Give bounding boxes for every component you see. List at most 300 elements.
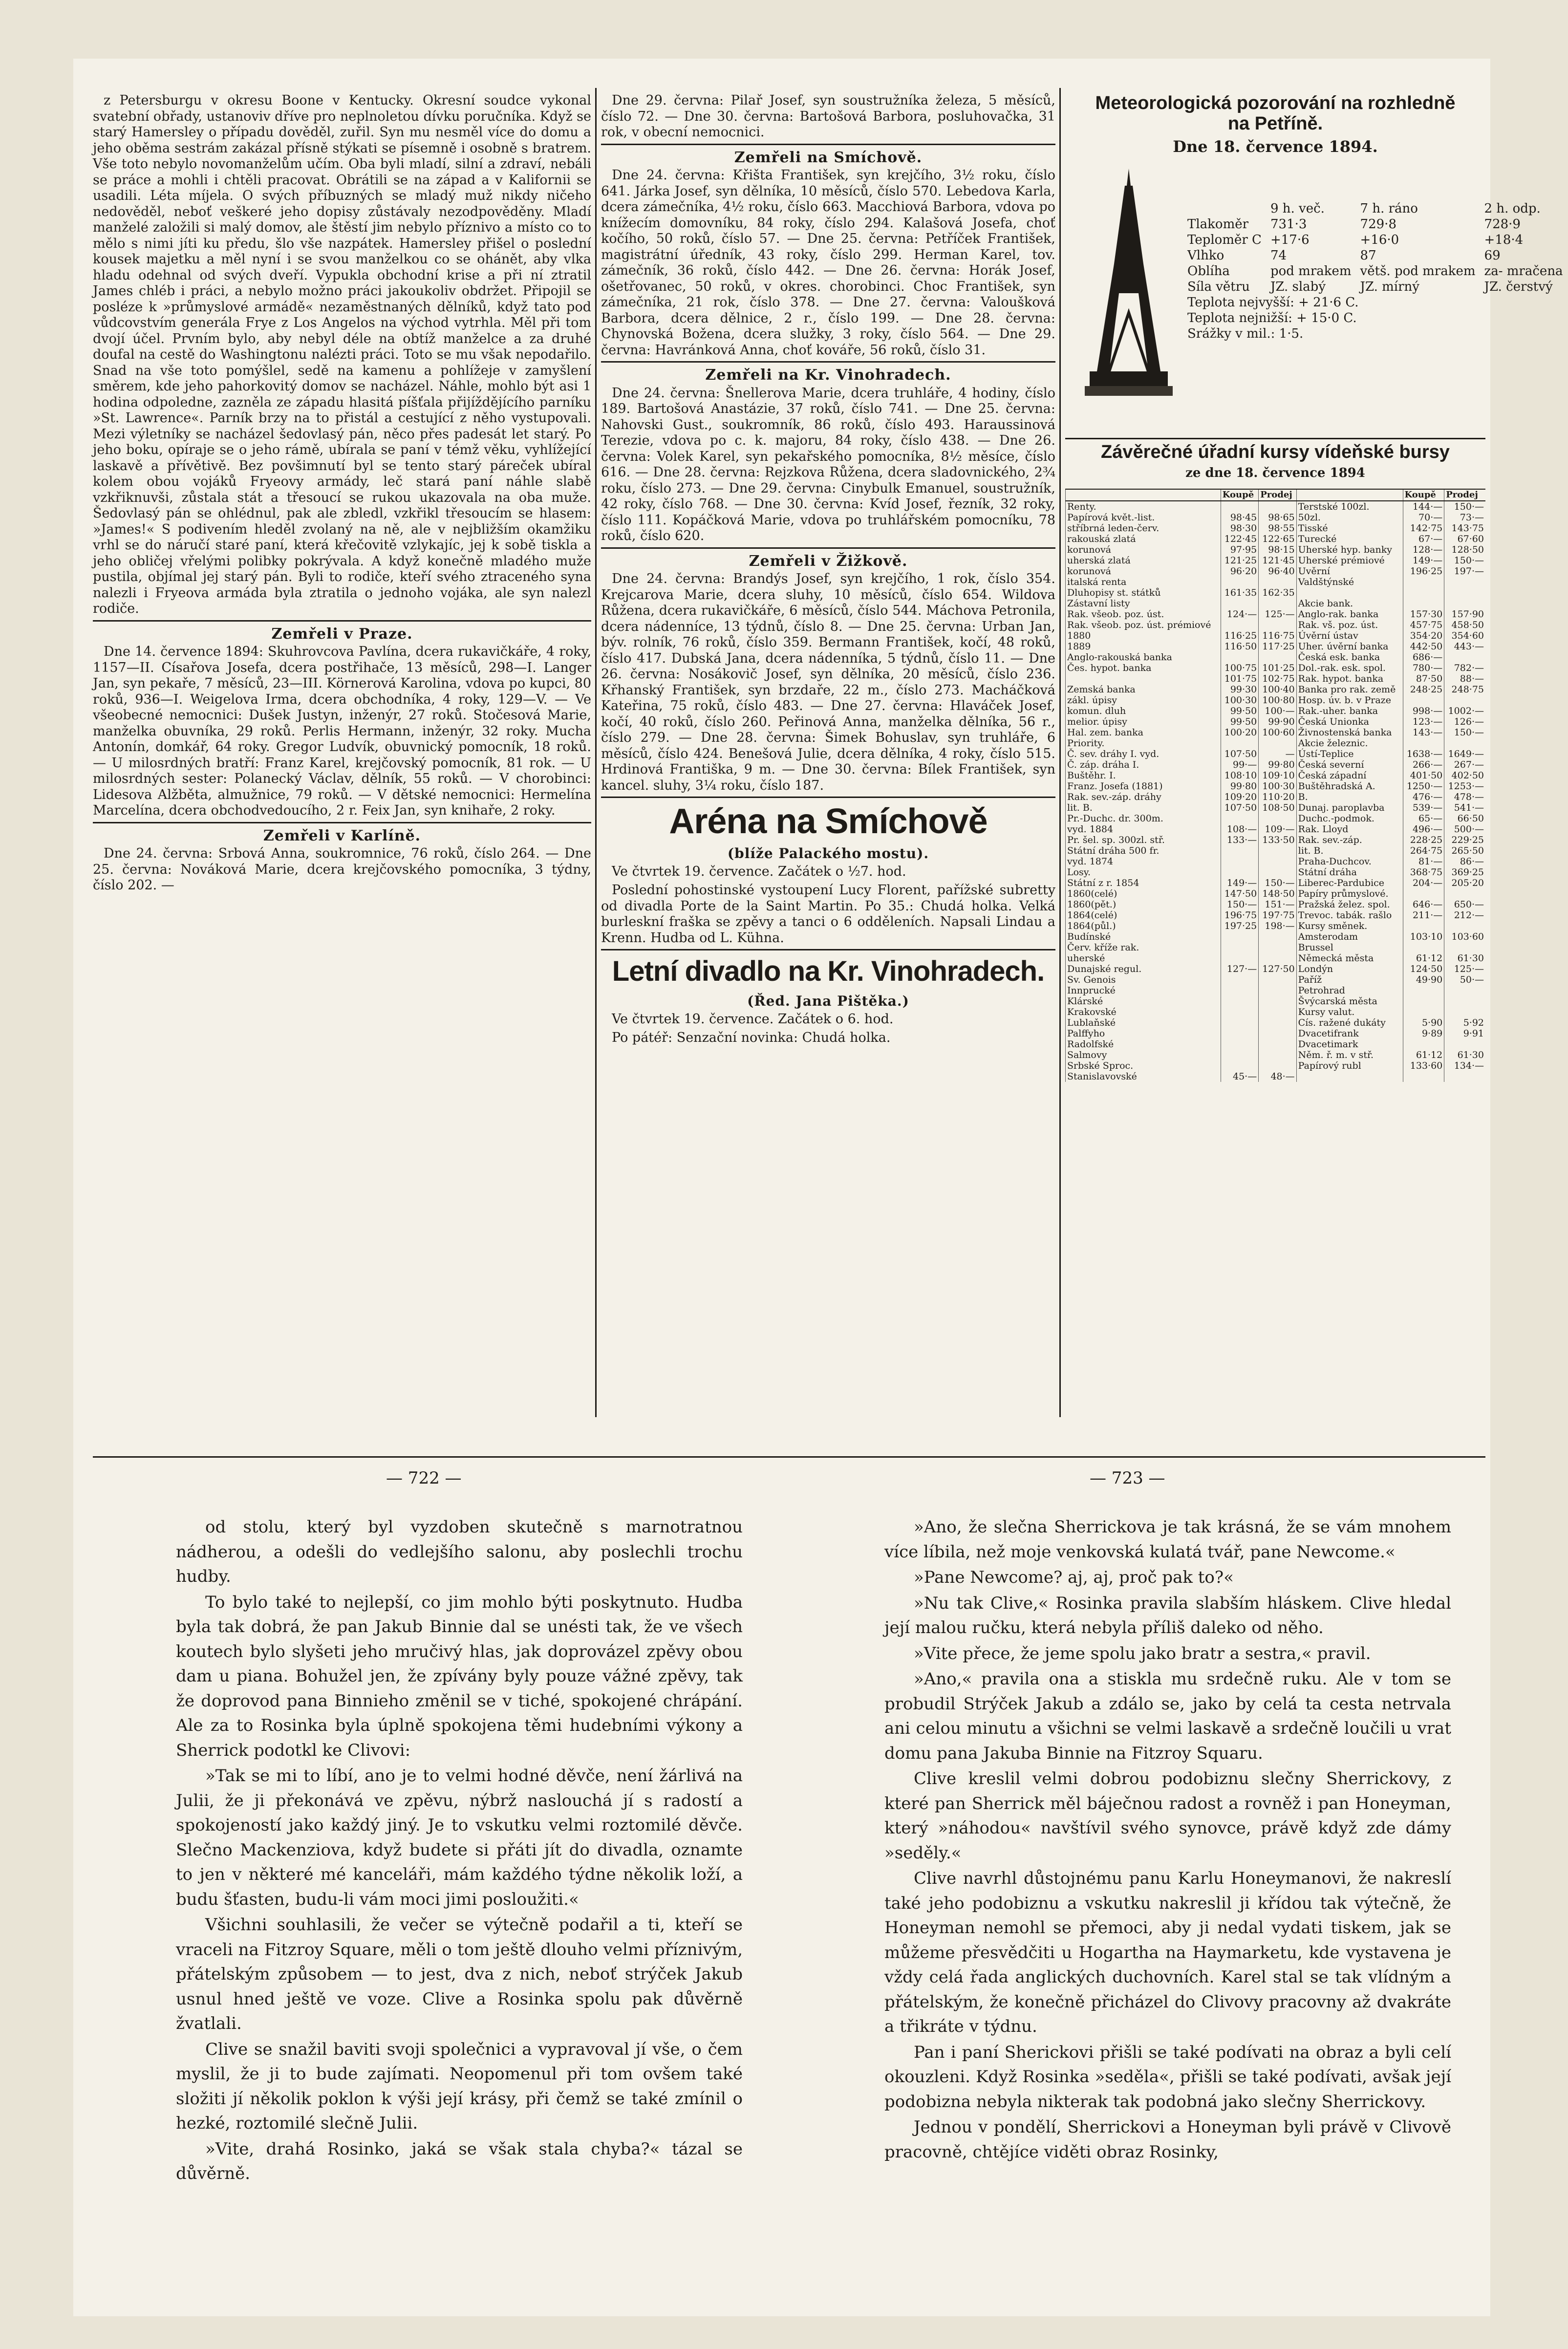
stock-value: 108·— — [1221, 824, 1258, 835]
table-row — [1066, 501, 1486, 512]
stock-value — [1221, 867, 1258, 878]
stock-value: 5·92 — [1444, 1017, 1485, 1028]
stock-value: 122·45 — [1221, 534, 1258, 544]
stock-value — [1221, 974, 1258, 985]
divider — [601, 144, 1055, 145]
stock-value: 197·25 — [1221, 921, 1258, 931]
stock-value: 161·35 — [1221, 587, 1258, 598]
stock-name: Rak. všeob. poz. úst. — [1066, 609, 1221, 620]
stock-value: 61·30 — [1444, 1050, 1485, 1060]
meteo-col-header: 2 h. odp. — [1484, 201, 1541, 216]
table-row — [1066, 792, 1486, 802]
table-row — [1066, 577, 1486, 587]
stock-name: stříbrná leden-červ. — [1066, 523, 1221, 534]
stock-name: Papíry průmyslové. — [1296, 888, 1403, 899]
stock-value: 354·60 — [1444, 630, 1485, 641]
meteo-value: 87 — [1360, 248, 1376, 263]
table-row — [1066, 706, 1486, 716]
stock-name: Franz. Josefa (1881) — [1066, 781, 1221, 792]
stock-value: 780·— — [1403, 663, 1444, 673]
stock-value: 103·10 — [1403, 931, 1444, 942]
stock-name: lit. B. — [1296, 845, 1403, 856]
stock-name: Turecké — [1296, 534, 1403, 544]
stock-name: Rak. Lloyd — [1296, 824, 1403, 835]
stock-value: 686·— — [1403, 652, 1444, 663]
stock-name: Anglo-rak. banka — [1296, 609, 1403, 620]
table-row — [1066, 910, 1486, 921]
stock-value — [1221, 577, 1258, 587]
stock-value — [1221, 652, 1258, 663]
stock-value: 541·— — [1444, 802, 1485, 813]
stock-value: 150·— — [1259, 878, 1296, 888]
stock-name: Tisské — [1296, 523, 1403, 534]
story-paragraph: »Vite přece, že jeme spolu jako bratr a sestra,« pravil. — [914, 1643, 1371, 1663]
table-row — [1066, 899, 1486, 910]
meteo-extra: Teplota nejvyšší: + 21·6 C. — [1187, 295, 1359, 310]
stock-value — [1259, 738, 1296, 749]
stock-name: Valdštýnské — [1296, 577, 1403, 587]
stock-value: 127·— — [1221, 964, 1258, 974]
table-row — [1066, 867, 1486, 878]
stock-value: 73·— — [1444, 512, 1485, 523]
table-row — [1066, 1028, 1486, 1039]
stock-name: Uher. úvěrní banka — [1296, 641, 1403, 652]
stock-name: Kursy směnek. — [1296, 921, 1403, 931]
stock-name: Švýcarská města — [1296, 996, 1403, 1007]
stock-value: 248·25 — [1403, 684, 1444, 695]
stock-value: 99·— — [1221, 759, 1258, 770]
stock-value: 148·50 — [1259, 888, 1296, 899]
stock-name: Rak. sev.-záp. — [1296, 835, 1403, 845]
table-row — [1066, 964, 1486, 974]
stock-value — [1221, 501, 1258, 512]
stock-value — [1403, 942, 1444, 953]
stock-value: 65·— — [1403, 813, 1444, 824]
letni-subtitle: (Řed. Jana Pištěka.) — [747, 993, 909, 1009]
stock-value: 458·50 — [1444, 620, 1485, 630]
stock-name: Srbské Sproc. — [1066, 1060, 1221, 1071]
stock-value — [1444, 652, 1485, 663]
meteo-col-header: 9 h. več. — [1270, 201, 1325, 216]
stock-name: Čes. hypot. banka — [1066, 663, 1221, 673]
stock-name: Terstské 100zl. — [1296, 501, 1403, 512]
stock-name: Papírová květ.-list. — [1066, 512, 1221, 523]
stock-name: Dvacetimark — [1296, 1039, 1403, 1050]
stock-value — [1259, 1039, 1296, 1050]
stock-name: Buštěhr. I. — [1066, 770, 1221, 781]
table-row — [1066, 759, 1486, 770]
letni-title: Letní divadlo na Kr. Vinohradech. — [612, 955, 1045, 987]
stock-name: Budínské — [1066, 931, 1221, 942]
stock-value: 96·20 — [1221, 566, 1258, 577]
stock-value: 196·75 — [1221, 910, 1258, 921]
stock-name: Pr. šel. sp. 300zl. stř. — [1066, 835, 1221, 845]
stock-name: Buštěhradská A. — [1296, 781, 1403, 792]
stock-value: 134·— — [1444, 1060, 1485, 1071]
section-text: Dne 24. června: Brandýs Josef, syn krejčího, 1 rok, číslo 354. Krejcarova Marie, dcera sluhy, 10 měsíců, číslo 654. Wildova Růžena, dcera rukavičkáře, 6 měsíců, číslo 544. Máchova Petronila, dcera nádenníce, 13 týdnů, číslo 8. — Dne 25. června: Urban Jan, býv. rolník, 76 roků, číslo 359. Bermann František, kočí, 48 roků, číslo 417. Dubská Jana, dcera nádenníka, 5 týdnů, číslo 11. — Dne 26. června: Nosákovič Josef, syn dělníka, 20 měsíců, číslo 236. Křhanský František, syn brzdaře, 22 m., číslo 273. Macháčková Kateřina, 75 roků, číslo 483. — Dne 27. června: Hlaváček Josef, kočí, 40 roků, číslo 260. Peřinová Anna, manželka dělníka, 56 r., číslo 279. — Dne 28. června: Šimek Bohuslav, syn truhláře, 6 měsíců, číslo 424. Benešová Julie, dcera dělníka, 4 roky, číslo 515. Hrdinová Františka, 9 m. — Dne 30. června: Bílek František, syn kancel. sluhy, 3¼ roku, číslo 187. — [601, 571, 1055, 793]
stock-value — [1221, 953, 1258, 964]
stock-name: Něm. ř. m. v stř. — [1296, 1050, 1403, 1060]
stock-value — [1221, 1017, 1258, 1028]
stock-value — [1259, 1050, 1296, 1060]
stock-value — [1444, 695, 1485, 706]
stock-value: 476·— — [1403, 792, 1444, 802]
stock-value: 100·60 — [1259, 727, 1296, 738]
table-row — [1066, 566, 1486, 577]
table-row — [1066, 953, 1486, 964]
stock-value — [1259, 856, 1296, 867]
stock-value: 142·75 — [1403, 523, 1444, 534]
stock-name: korunová — [1066, 544, 1221, 555]
stock-value: 265·50 — [1444, 845, 1485, 856]
meteo-value: větš. pod mrakem — [1360, 264, 1476, 279]
stock-value: 150·— — [1444, 555, 1485, 566]
newspaper-sheet — [73, 59, 1563, 2316]
stock-value: 103·60 — [1444, 931, 1485, 942]
stock-value: 228·25 — [1403, 835, 1444, 845]
stock-value: 49·90 — [1403, 974, 1444, 985]
stock-name: Liberec-Pardubice — [1296, 878, 1403, 888]
table-row — [1066, 813, 1486, 824]
petrin-tower-icon — [1080, 166, 1178, 401]
stock-value — [1221, 942, 1258, 953]
stock-name — [1296, 587, 1403, 598]
stock-value: 402·50 — [1444, 770, 1485, 781]
stock-name: 1880 — [1066, 630, 1221, 641]
stock-name: Salmovy — [1066, 1050, 1221, 1060]
stock-value: 157·90 — [1444, 609, 1485, 620]
stock-name: Innprucké — [1066, 985, 1221, 996]
stock-value — [1259, 867, 1296, 878]
stock-value — [1259, 577, 1296, 587]
stock-name: Zástavní listy — [1066, 598, 1221, 609]
stock-name: Uvěrní — [1296, 566, 1403, 577]
stock-col-header: Koupě — [1221, 489, 1258, 501]
stock-value — [1221, 1028, 1258, 1039]
stock-value: 88·— — [1444, 673, 1485, 684]
stock-name: komun. dluh — [1066, 706, 1221, 716]
stock-value — [1221, 598, 1258, 609]
table-row — [1066, 996, 1486, 1007]
stock-value: 457·75 — [1403, 620, 1444, 630]
meteo-value: JZ. mírný — [1360, 280, 1419, 294]
stock-value: 100·75 — [1221, 663, 1258, 673]
stock-value — [1403, 888, 1444, 899]
stock-name: Akcie bank. — [1296, 598, 1403, 609]
stock-value: 100·40 — [1259, 684, 1296, 695]
table-row — [1066, 781, 1486, 792]
table-row — [1066, 1007, 1486, 1017]
letni-date: Ve čtvrtek 19. července. Začátek o 6. hod. — [612, 1011, 894, 1027]
stock-value: 248·75 — [1444, 684, 1485, 695]
stock-value: 143·75 — [1444, 523, 1485, 534]
stock-name: Dluhopisy st. státků — [1066, 587, 1221, 598]
stock-value: 1253·— — [1444, 781, 1485, 792]
stock-name: vyd. 1884 — [1066, 824, 1221, 835]
stock-name: Rak. hypot. banka — [1296, 673, 1403, 684]
stock-value: 539·— — [1403, 802, 1444, 813]
stock-value: 86·— — [1444, 856, 1485, 867]
story-paragraph: »Ano, že slečna Sherrickova je tak krásná, že se vám mnohem více líbila, než moje venkovská kulatá tvář, pane Newcome.« — [884, 1517, 1451, 1562]
stock-value — [1221, 931, 1258, 942]
story-right-column — [884, 1515, 1451, 2165]
stock-value — [1444, 738, 1485, 749]
meteo-extra: Teplota nejnižší: + 15·0 C. — [1187, 311, 1357, 325]
stock-value — [1403, 598, 1444, 609]
stock-value: 100·30 — [1259, 781, 1296, 792]
stock-value — [1221, 856, 1258, 867]
stock-name: Státní z r. 1854 — [1066, 878, 1221, 888]
column-rule — [1059, 88, 1061, 1417]
table-row — [1066, 512, 1486, 523]
stock-value: 1250·— — [1403, 781, 1444, 792]
stock-value: 98·30 — [1221, 523, 1258, 534]
table-row — [1066, 802, 1486, 813]
meteo-value: 74 — [1270, 248, 1287, 263]
stock-value: 61·12 — [1403, 1050, 1444, 1060]
stock-value: 98·55 — [1259, 523, 1296, 534]
stock-value: 443·— — [1444, 641, 1485, 652]
story-paragraph: »Pane Newcome? aj, aj, proč pak to?« — [914, 1568, 1234, 1587]
stock-value: 102·75 — [1259, 673, 1296, 684]
column-middle — [601, 93, 1055, 1049]
table-row — [1066, 974, 1486, 985]
section-heading: Zemřeli v Praze. — [271, 625, 413, 643]
stock-value — [1259, 1060, 1296, 1071]
stock-value: 98·65 — [1259, 512, 1296, 523]
stock-name: rakouská zlatá — [1066, 534, 1221, 544]
stock-value — [1259, 1007, 1296, 1017]
table-row — [1066, 835, 1486, 845]
stock-value: 442·50 — [1403, 641, 1444, 652]
stock-value — [1403, 587, 1444, 598]
stock-name: Petrohrad — [1296, 985, 1403, 996]
story-left-column — [176, 1515, 743, 2187]
stock-name: Rak. všeob. poz. úst. prémiové — [1066, 620, 1221, 630]
stock-col-header — [1296, 489, 1403, 501]
meteo-value: +16·0 — [1360, 233, 1399, 247]
stock-table — [1065, 489, 1485, 1082]
story-paragraph: od stolu, který byl vyzdoben skutečně s marnotratnou nádherou, a odešli do vedlejšího salonu, aby poslechli trochu hudby. — [176, 1517, 743, 1586]
stock-value: 124·— — [1221, 609, 1258, 620]
section-text: Dne 24. června: Srbová Anna, soukromnice, 76 roků, číslo 264. — Dne 25. června: Nováková Marie, dcera krejčovského pomocníka, 3 týdny, číslo 202. — — [93, 846, 591, 893]
stock-value: 151·— — [1259, 899, 1296, 910]
stock-value: 97·95 — [1221, 544, 1258, 555]
stock-value: 96·40 — [1259, 566, 1296, 577]
stock-value: 123·— — [1403, 716, 1444, 727]
stock-name: uherské — [1066, 953, 1221, 964]
stock-value — [1403, 996, 1444, 1007]
stock-name: Rak. sev.-záp. dráhy — [1066, 792, 1221, 802]
stock-name: Úvěrní ústav — [1296, 630, 1403, 641]
stock-name: vyd. 1874 — [1066, 856, 1221, 867]
stock-value: 121·25 — [1221, 555, 1258, 566]
section-text: Dne 14. července 1894: Skuhrovcova Pavlína, dcera rukavičkáře, 4 roky, 1157—II. Císařova Josefa, dcera postřihače, 13 měsíců, 298—I. Langer Jan, syn pekaře, 7 měsíců, 23—III. Körnerová Karolina, vdova po kupci, 80 roků, 936—I. Weigelova Irma, dcera obchodníka, 4 roky, 129—V. — Ve všeobecné nemocnici: Dušek Justyn, inženýr, 27 roků. Stočesová Marie, manželka obuvníka, 29 roků. Perlis Hermann, inženýr, 32 roky. Mucha Antonín, domkář, 64 roky. Gregor Ludvík, obuvnický pomocník, 18 roků. — U milosrdných bratří: Franz Karel, krejčovský pomocník, 81 rok. — U milosrdných sester: Polanecký Václav, dělník, 55 roků. — V chorobinci: Lidesova Alžběta, almužnice, 79 roků. — V dětské nemocnici: Hermelína Marcelína, dcera obchodvedoucího, 2 r. Feix Jan, syn knihaře, 2 roky. — [93, 644, 591, 818]
stock-value: 61·12 — [1403, 953, 1444, 964]
stock-value: 107·50 — [1221, 749, 1258, 759]
page-number-right: — 723 — — [1090, 1468, 1165, 1488]
table-row — [1066, 749, 1486, 759]
meteo-title-1: Meteorologická pozorování na rozhledně — [1095, 93, 1456, 113]
stock-value — [1444, 942, 1485, 953]
section-heading: Zemřeli v Karlíně. — [263, 827, 421, 844]
stock-value: 133·— — [1221, 835, 1258, 845]
stock-value — [1221, 845, 1258, 856]
divider — [601, 547, 1055, 549]
stock-name: Brussel — [1296, 942, 1403, 953]
stock-value: 109·10 — [1259, 770, 1296, 781]
stock-value: 100·30 — [1221, 695, 1258, 706]
stock-name: B. — [1296, 792, 1403, 802]
divider — [601, 361, 1055, 363]
story-paragraph: Clive se snažil baviti svoji společnici a vypravoval jí vše, o čem myslil, že ji to bude zajímati. Neopomenul při tom ovšem také složiti jí několik poklon k výši její krásy, při čemž se také zmínil o hezké, roztomilé slečně Julii. — [176, 2039, 743, 2133]
stock-name: Krakovské — [1066, 1007, 1221, 1017]
arena-subtitle: (blíže Palackého mostu). — [727, 845, 929, 862]
stock-value: 108·50 — [1259, 802, 1296, 813]
stock-value: 101·75 — [1221, 673, 1258, 684]
stock-name: Klárské — [1066, 996, 1221, 1007]
stock-value: 401·50 — [1403, 770, 1444, 781]
stock-value — [1403, 921, 1444, 931]
stock-value: 121·45 — [1259, 555, 1296, 566]
stock-value: 205·20 — [1444, 878, 1485, 888]
stock-value — [1403, 1039, 1444, 1050]
stock-value: 143·— — [1403, 727, 1444, 738]
stock-name: Rak.-uher. banka — [1296, 706, 1403, 716]
stock-name: Cís. ražené dukáty — [1296, 1017, 1403, 1028]
stock-name: Pražská želez. spol. — [1296, 899, 1403, 910]
meteo-value: 729·8 — [1360, 217, 1396, 232]
table-row — [1066, 598, 1486, 609]
meteo-date: Dne 18. července 1894. — [1173, 137, 1378, 156]
stock-value — [1221, 813, 1258, 824]
stock-value: 99·30 — [1221, 684, 1258, 695]
story-paragraph: Clive kreslil velmi dobrou podobiznu slečny Sherrickovy, z které pan Sherrick měl báječnou radost a rovněž i pan Honeyman, který »náhodou« navštívil svého synovce, právě když zde dámy »seděly.« — [884, 1769, 1451, 1863]
stock-value: 100·— — [1259, 706, 1296, 716]
stock-value: 196·25 — [1403, 566, 1444, 577]
stock-value — [1259, 931, 1296, 942]
stock-name: Dunaj. paroplavba — [1296, 802, 1403, 813]
stock-name: 1860(pět.) — [1066, 899, 1221, 910]
stock-value — [1259, 620, 1296, 630]
meteo-title-2: na Petříně. — [1227, 113, 1323, 134]
meteo-table — [1182, 200, 1568, 342]
stock-name: Uherské hyp. banky — [1296, 544, 1403, 555]
divider — [601, 797, 1055, 798]
stock-value: 116·75 — [1259, 630, 1296, 641]
section-text: Dne 29. června: Pilař Josef, syn soustružníka železa, 5 měsíců, číslo 72. — Dne 30. června: Bartošová Barbora, posluhovačka, 31 rok, v obecní nemocnici. — [601, 93, 1055, 140]
stock-name: Hosp. úv. b. v Praze — [1296, 695, 1403, 706]
stock-value: 66·50 — [1444, 813, 1485, 824]
meteo-col-header: 7 h. ráno — [1360, 201, 1418, 216]
story-paragraph: »Tak se mi to líbí, ano je to velmi hodné děvče, není žárlivá na Julii, že ji překonává ve zpěvu, nýbrž naslouchá jí s radostí a spokojeností jako každý jiný. Je to vskutku velmi roztomilé děvče. Slečno Mackenziova, když budete si přáti jít do divadla, oznamte to jen v některé mé kanceláři, mám každého týdne několik loží, a budu šťasten, budu-li vám moci jimi posloužiti.« — [176, 1766, 743, 1909]
table-row — [1066, 1050, 1486, 1060]
table-row — [1066, 544, 1486, 555]
stock-value — [1259, 942, 1296, 953]
stock-value: 109·— — [1259, 824, 1296, 835]
table-row — [1066, 641, 1486, 652]
stock-value: 149·— — [1403, 555, 1444, 566]
stock-name: Živnostenská banka — [1296, 727, 1403, 738]
stock-value — [1403, 1071, 1444, 1082]
stock-name: Uherské prémiové — [1296, 555, 1403, 566]
letni-text: Po pátéř: Senzační novinka: Chudá holka. — [612, 1030, 891, 1045]
stock-name: Česká severní — [1296, 759, 1403, 770]
column-left — [93, 93, 591, 897]
stock-value: 198·— — [1259, 921, 1296, 931]
stock-name: Radolfské — [1066, 1039, 1221, 1050]
meteo-label: Tlakoměr — [1187, 217, 1249, 232]
table-row — [1066, 856, 1486, 867]
table-row — [1066, 770, 1486, 781]
stock-value: 998·— — [1403, 706, 1444, 716]
stock-name: Duchc.-podmok. — [1296, 813, 1403, 824]
stock-name: Lublaňské — [1066, 1017, 1221, 1028]
story-continuation: z Petersburgu v okresu Boone v Kentucky. Okresní soudce vykonal svatební obřady, ustanoviv dříve pro neplnoletou dívku poručníka. Když se starý Hamersley o případu dověděl, zuřil. Syn mu nesměl více do domu a jeho oběma sestrám zakázal přísně stýkati se písemně i osobně s bratrem. Vše toto nebylo novomanželům učím. Oba byli mladí, silní a zdraví, nebáli se práce a mohli i chtěli pracovat. Obrátili se na západ a v Kalifornii se usadili. Léta míjela. O svých příbuzných se mladý muž nikdy ničeho nedověděl, neboť veškeré jeho dopisy zůstávaly nezodpověděny. Mladí manželé založili si malý domov, ale štěstí jim nebylo příznivo a místo co to mělo s nimi jíti ku předu, šlo vše nazpátek. Hamersley přišel o poslední kousek majetku a měl nyní i se svou manželkou co se ohánět, aby vlka hladu odehnal od svých dveří. Vypukla obchodní krise a při ní ztratil James chléb i práci, a nebylo možno práci jakoukoliv obdržet. Připojil se posléze k »průmyslové armádě« nezaměstnaných dělníků, když tato pod vůdcovstvím generála Frye z Los Angelos na východ vytrhla. Měl při tom dvojí účel. Prvním bylo, aby nebyl déle na obtíž manželce a za druhé doufal na cestě do Washingtonu nalézti práci. Toto se mu však nepodařilo. Snad na vše toto pomýšlel, sedě na kamenu a pohlížeje v zamyšlení směrem, kde jeho pahorkovitý domov se nacházel. Náhle, mohlo být asi 1 hodina odpoledne, zazněla ze západu hlasitá píšťala přijíždějícího parníku »St. Lawrence«. Parník brzy na to přistál a cestující z něho vystupovali. Mezi výletníky se nacházel šedovlasý pán, něco přes padesát let starý. Po jeho boku, opíraje se o jeho rámě, ubírala se paní v témž věku, vyhlížející laskavě a přívětivě. Bez povšimnutí byl se tento starý páreček ubíral kolem obou vojáků Fryeovy armády, leč stará paní náhle slabě vzkřiknuvši, zůstala stát a třesoucí se rukou ukazovala na oba muže. Šedovlasý pán se ohlédnul, pak ale zbledl, vzkřikl třesoucím se hlasem: »James!« S podivením hleděl zvolaný na ně, ale v nejbližším okamžiku vrhl se do náručí staré paní, která křečovitě vzlykajíc, jej k sobě tiskla a jeho obličej vřelými polibky pokrývala. A když konečně mladého muže pustila, objímal jej starý pán. Byli to rodiče, kteří svého ztraceného syna nalezli i Fryeova armáda byla ztratila o jednoho vojáka, ale syn nalezl rodiče. — [93, 93, 591, 616]
stock-value: 149·— — [1221, 878, 1258, 888]
table-row — [1066, 523, 1486, 534]
meteo-value: JZ. slabý — [1270, 280, 1326, 294]
stock-value: 650·— — [1444, 899, 1485, 910]
stock-name: lit. B. — [1066, 802, 1221, 813]
stock-value: 211·— — [1403, 910, 1444, 921]
stock-value: 87·50 — [1403, 673, 1444, 684]
stock-value: 266·— — [1403, 759, 1444, 770]
stock-name: Státní dráha 500 fr. — [1066, 845, 1221, 856]
stock-name: Praha-Duchcov. — [1296, 856, 1403, 867]
stock-value: 110·20 — [1259, 792, 1296, 802]
stock-value: 99·80 — [1221, 781, 1258, 792]
stock-name: Zemská banka — [1066, 684, 1221, 695]
stock-value: 81·— — [1403, 856, 1444, 867]
story-paragraph: Pan i paní Sherickovi přišli se také podívati na obraz a byli celí okouzleni. Když Rosinka »seděla«, přišli se také podívati, avšak její podobizna nebyla nikterak tak podobná jako slečny Sherrickovy. — [884, 2042, 1451, 2112]
stock-name: Priority. — [1066, 738, 1221, 749]
story-paragraph: Všichni souhlasili, že večer se výtečně podařil a ti, kteří se vraceli na Fitzroy Square, měli o tom ještě dlouho velmi příznivým, přátelským způsobem — to jest, dva z nich, neboť strýček Jakub usnul hned ještě ve voze. Clive a Rosinka spolu pak důvěrně žvatlali. — [176, 1915, 743, 2033]
table-row — [1066, 931, 1486, 942]
table-row — [1066, 609, 1486, 620]
stock-value: 45·— — [1221, 1071, 1258, 1082]
table-row — [1066, 888, 1486, 899]
stock-value — [1259, 813, 1296, 824]
table-row — [1066, 695, 1486, 706]
stock-value: 101·25 — [1259, 663, 1296, 673]
stock-col-header — [1066, 489, 1221, 501]
stock-value: 197·— — [1444, 566, 1485, 577]
stock-name: Č. sev. dráhy I. vyd. — [1066, 749, 1221, 759]
stock-value: 70·— — [1403, 512, 1444, 523]
meteo-label: Oblíha — [1187, 264, 1230, 279]
divider — [601, 949, 1055, 950]
stock-name: Státní dráha — [1296, 867, 1403, 878]
stock-value: — — [1259, 749, 1296, 759]
stock-name: Londýn — [1296, 964, 1403, 974]
stock-value — [1259, 1017, 1296, 1028]
stock-value: 9·89 — [1403, 1028, 1444, 1039]
table-row — [1066, 845, 1486, 856]
table-row — [1066, 878, 1486, 888]
stock-value — [1444, 921, 1485, 931]
section-heading: Zemřeli na Kr. Vinohradech. — [705, 366, 951, 384]
stock-value: 67·— — [1403, 534, 1444, 544]
meteo-label: Vlhko — [1187, 248, 1224, 263]
stock-value: 368·75 — [1403, 867, 1444, 878]
stock-value: 126·— — [1444, 716, 1485, 727]
stock-value: 1649·— — [1444, 749, 1485, 759]
section-text: Dne 24. června: Křišta František, syn krejčího, 3½ roku, číslo 641. Járka Josef, syn dělníka, 10 měsíců, číslo 570. Lebedova Karla, dcera zámečníka, 4½ roku, číslo 663. Macchiová Barbora, vdova po knížecím domovníku, 84 roky, číslo 294. Kalašová Josefa, choť kočího, 50 roků, číslo 57. — Dne 25. června: Petříček František, magistrátní úředník, 43 roky, číslo 299. Herman Karel, tov. zámečník, 36 roků, číslo 442. — Dne 26. června: Horák Josef, ošetřovanec, 50 roků, v okres. chorobinci. Choc František, syn zámečníka, 21 rok, číslo 378. — Dne 27. června: Valoušková Barbora, dcera dělnice, 2 r., číslo 199. — Dne 28. června: Chynovská Božena, dcera služky, 3 roky, číslo 564. — Dne 29. června: Havránková Anna, choť kováře, 56 roků, číslo 31. — [601, 168, 1055, 358]
stock-name: 1889 — [1066, 641, 1221, 652]
meteo-value: JZ. čerstvý — [1484, 280, 1553, 294]
stock-value: 124·50 — [1403, 964, 1444, 974]
